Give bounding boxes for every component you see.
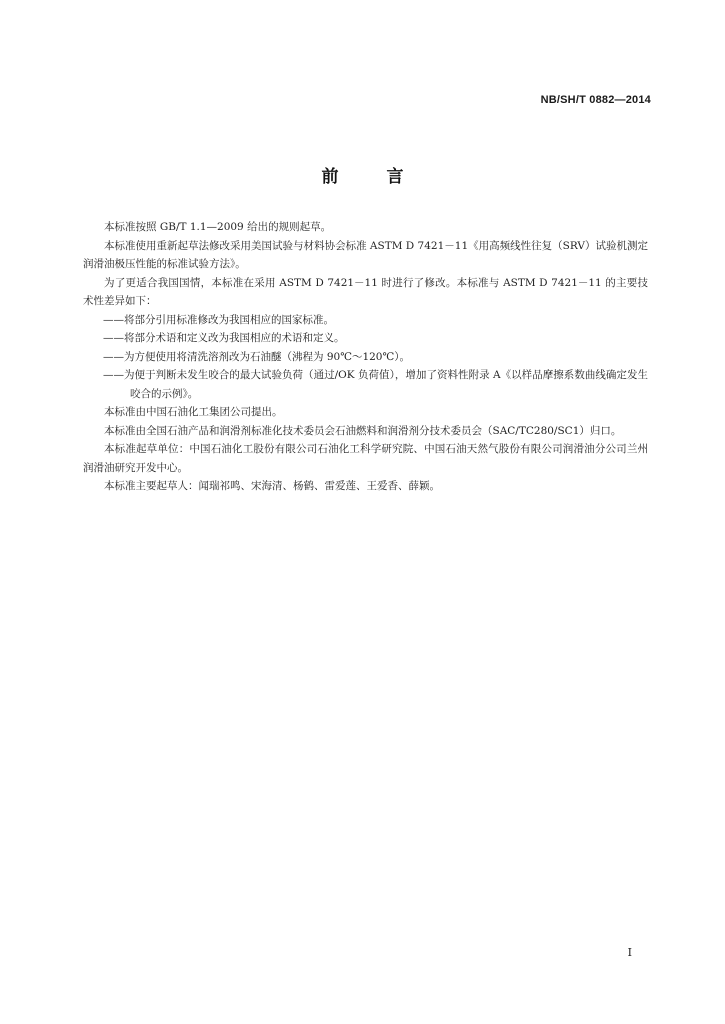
difference-item-1: ——将部分引用标准修改为我国相应的国家标准。 (103, 313, 334, 326)
paragraph-adoption: 本标准使用重新起草法修改采用美国试验与材料协会标准 ASTM D 7421－11《用高频线性往复（SRV）试验机测定润滑油极压性能的标准试验方法》。 (83, 239, 648, 270)
difference-item-4: ——为便于判断未发生咬合的最大试验负荷（通过/OK 负荷值），增加了资料性附录 A《以样品摩擦系数曲线确定发生咬合的示例》。 (103, 369, 648, 400)
page-number: I (627, 946, 632, 959)
foreword-body (83, 218, 648, 496)
paragraph-proposer: 本标准由中国石油化工集团公司提出。 (104, 406, 283, 418)
standard-number: NB/SH/T 0882—2014 (540, 94, 651, 106)
title-char-2: 言 (386, 167, 404, 187)
difference-item-2: ——将部分术语和定义改为我国相应的术语和定义。 (103, 332, 345, 344)
paragraph-drafting-units: 本标准起草单位：中国石油化工股份有限公司石油化工科学研究院、中国石油天然气股份有限公司润滑油分公司兰州润滑油研究开发中心。 (83, 443, 648, 474)
paragraph-drafting-rules: 本标准按照 GB/T 1.1—2009 给出的规则起草。 (104, 221, 332, 233)
paragraph-committee: 本标准由全国石油产品和润滑剂标准化技术委员会石油燃料和润滑剂分技术委员会（SAC/TC280/SC1）归口。 (104, 424, 622, 437)
difference-item-3: ——为方便使用将清洗溶剂改为石油醚（沸程为 90℃～120℃）。 (103, 350, 410, 363)
paragraph-drafters: 本标准主要起草人：闻瑞祁鸣、宋海清、杨鹤、雷爱莲、王爱香、薛颖。 (104, 480, 440, 492)
paragraph-modification: 为了更适合我国国情，本标准在采用 ASTM D 7421－11 时进行了修改。本标准与 ASTM D 7421－11 的主要技术性差异如下： (83, 276, 648, 307)
page-title (0, 162, 725, 187)
title-char-1: 前 (321, 167, 339, 187)
